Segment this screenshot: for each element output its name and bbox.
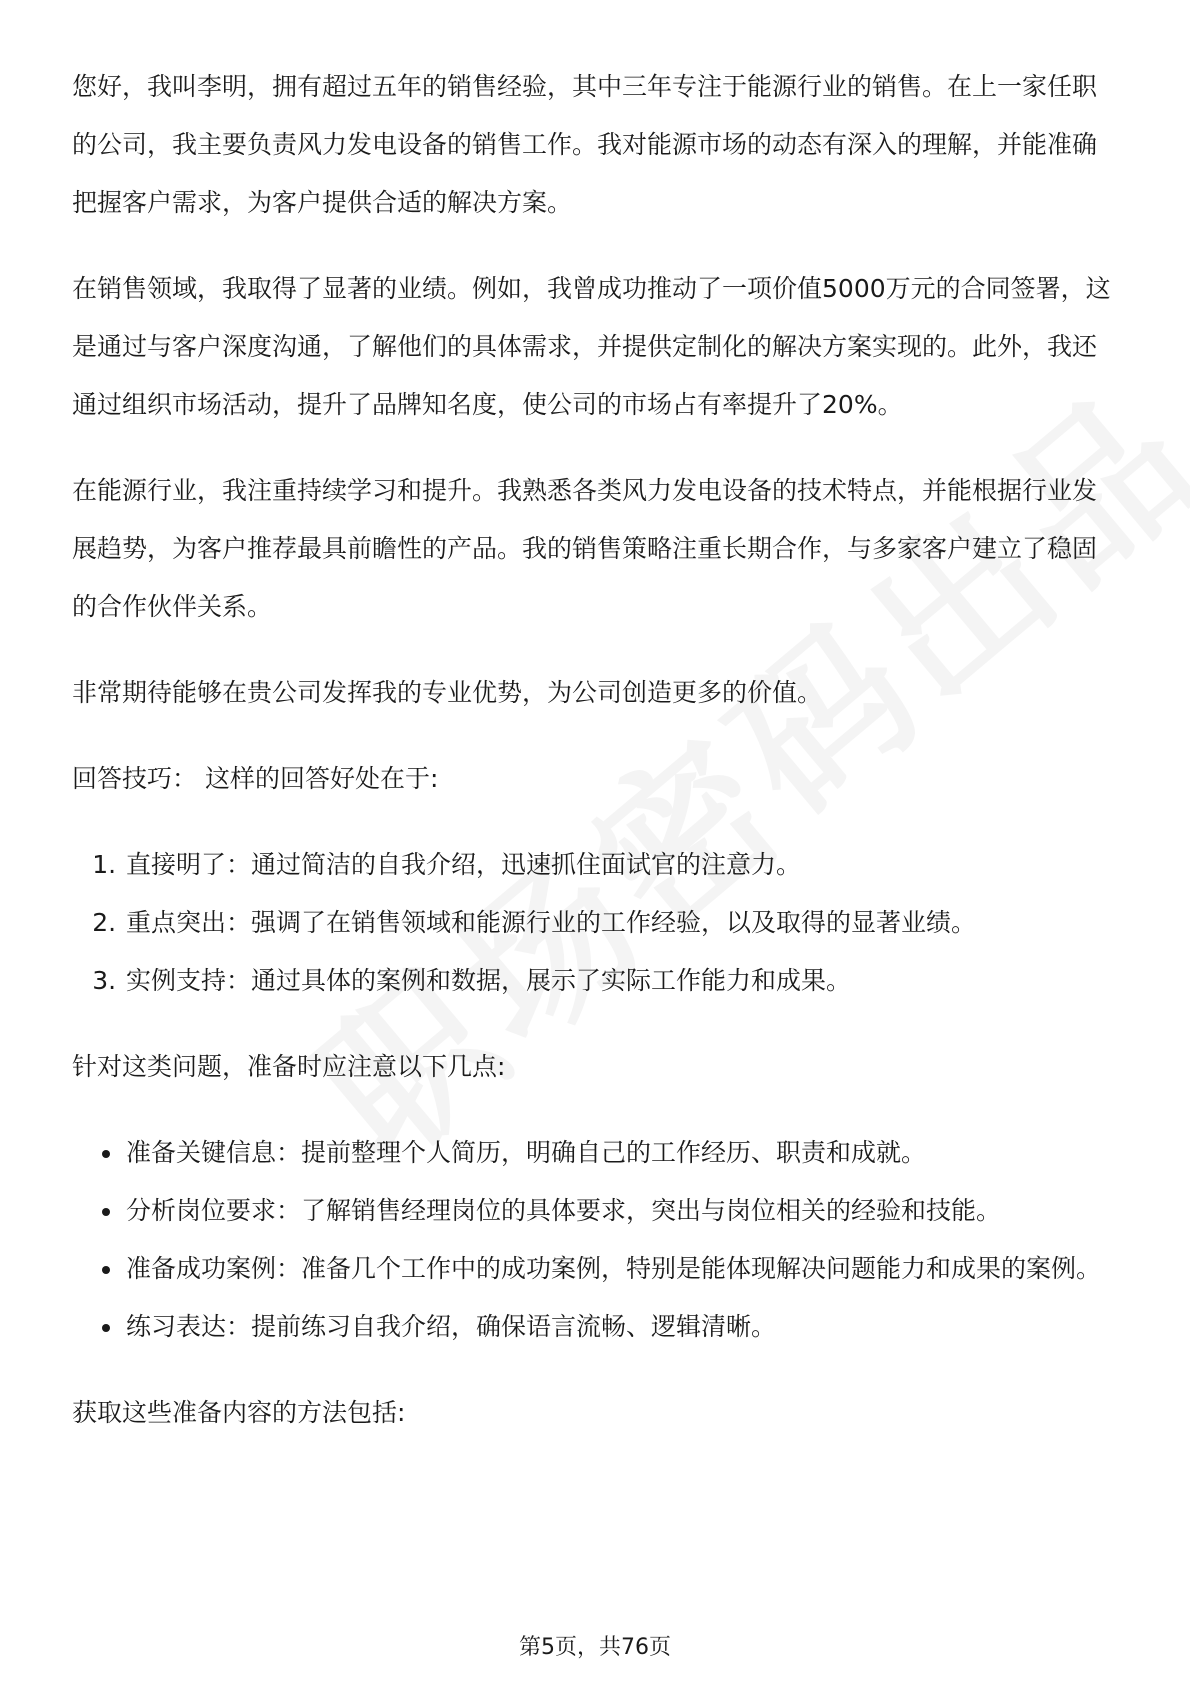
tips-item: 2. 重点突出：强调了在销售领域和能源行业的工作经验，以及取得的显著业绩。 <box>124 894 1118 952</box>
tips-item: 3. 实例支持：通过具体的案例和数据，展示了实际工作能力和成果。 <box>124 952 1118 1010</box>
paragraph-industry: 在能源行业，我注重持续学习和提升。我熟悉各类风力发电设备的技术特点，并能根据行业发展趋势，为客户推荐最具前瞻性的产品。我的销售策略注重长期合作，与多家客户建立了稳固的合作伙伴关系。 <box>72 476 1098 621</box>
prep-item: • 练习表达：提前练习自我介绍，确保语言流畅、逻辑清晰。 <box>124 1298 1118 1356</box>
prep-heading: 针对这类问题，准备时应注意以下几点: <box>72 1052 506 1081</box>
paragraph-closing: 非常期待能够在贵公司发挥我的专业优势，为公司创造更多的价值。 <box>72 678 823 707</box>
method-heading: 获取这些准备内容的方法包括: <box>72 1398 406 1427</box>
tips-item: 1. 直接明了：通过简洁的自我介绍，迅速抓住面试官的注意力。 <box>124 836 1118 894</box>
prep-list <box>72 1124 1118 1356</box>
prep-item: • 准备关键信息：提前整理个人简历，明确自己的工作经历、职责和成就。 <box>124 1124 1118 1182</box>
document-body <box>72 58 1118 1470</box>
tips-list <box>72 836 1118 1010</box>
prep-item: • 分析岗位要求：了解销售经理岗位的具体要求，突出与岗位相关的经验和技能。 <box>124 1182 1118 1240</box>
prep-item: • 准备成功案例：准备几个工作中的成功案例，特别是能体现解决问题能力和成果的案例。 <box>124 1240 1118 1298</box>
page-footer: 第5页，共76页 <box>519 1635 671 1660</box>
paragraph-intro: 您好，我叫李明，拥有超过五年的销售经验，其中三年专注于能源行业的销售。在上一家任职的公司，我主要负责风力发电设备的销售工作。我对能源市场的动态有深入的理解，并能准确把握客户需求，为客户提供合适的解决方案。 <box>72 72 1098 217</box>
paragraph-achievements: 在销售领域，我取得了显著的业绩。例如，我曾成功推动了一项价值5000万元的合同签署，这是通过与客户深度沟通，了解他们的具体需求，并提供定制化的解决方案实现的。此外，我还通过组织市场活动，提升了品牌知名度，使公司的市场占有率提升了20%。 <box>72 274 1111 419</box>
tips-heading: 回答技巧： 这样的回答好处在于: <box>72 764 439 793</box>
